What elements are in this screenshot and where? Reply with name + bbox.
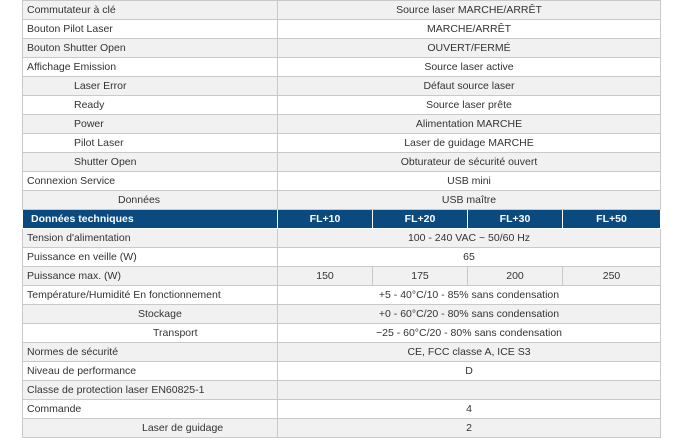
row-label: Bouton Pilot Laser	[23, 20, 278, 39]
spec-table-top	[23, 1, 661, 210]
row-label: Pilot Laser	[23, 134, 278, 153]
spec-table	[22, 0, 661, 438]
row-value: −25 - 60°C/20 - 80% sans condensation	[278, 324, 661, 343]
row-label: Stockage	[23, 305, 278, 324]
table-row	[23, 172, 661, 191]
table-row	[23, 153, 661, 172]
row-value: D	[278, 362, 661, 381]
header-model-fl50: FL+50	[563, 210, 661, 229]
table-row	[23, 115, 661, 134]
row-label: Données	[23, 191, 278, 210]
table-row	[23, 362, 661, 381]
row-label: Température/Humidité En fonctionnement	[23, 286, 278, 305]
row-label: Tension d'alimentation	[23, 229, 278, 248]
table-row	[23, 20, 661, 39]
row-label: Commande	[23, 400, 278, 419]
header-title: Données techniques	[23, 210, 278, 229]
row-value: 4	[278, 400, 661, 419]
header-model-fl10: FL+10	[278, 210, 373, 229]
row-label: Transport	[23, 324, 278, 343]
row-label: Niveau de performance	[23, 362, 278, 381]
row-value: MARCHE/ARRÊT	[278, 20, 661, 39]
table-row	[23, 419, 661, 438]
row-value: OUVERT/FERMÉ	[278, 39, 661, 58]
table-row	[23, 381, 661, 400]
header-model-fl20: FL+20	[373, 210, 468, 229]
table-row	[23, 134, 661, 153]
row-value: 65	[278, 248, 661, 267]
row-label: Laser Error	[23, 77, 278, 96]
row-label: Laser de guidage	[23, 419, 278, 438]
row-label: Shutter Open	[23, 153, 278, 172]
table-row	[23, 191, 661, 210]
table-row	[23, 400, 661, 419]
table-row	[23, 286, 661, 305]
row-value: +0 - 60°C/20 - 80% sans condensation	[278, 305, 661, 324]
table-row	[23, 343, 661, 362]
row-value: Laser de guidage MARCHE	[278, 134, 661, 153]
row-value: 2	[278, 419, 661, 438]
row-label: Ready	[23, 96, 278, 115]
table-header-row	[23, 210, 661, 229]
row-value	[278, 381, 661, 400]
row-label: Power	[23, 115, 278, 134]
spec-table-container	[22, 0, 661, 438]
table-row	[23, 1, 661, 20]
row-value: 175	[373, 267, 468, 286]
row-label: Connexion Service	[23, 172, 278, 191]
table-row	[23, 39, 661, 58]
row-label: Puissance max. (W)	[23, 267, 278, 286]
row-label: Commutateur à clé	[23, 1, 278, 20]
table-row	[23, 248, 661, 267]
row-value: Défaut source laser	[278, 77, 661, 96]
row-label: Normes de sécurité	[23, 343, 278, 362]
row-value: +5 - 40°C/10 - 85% sans condensation	[278, 286, 661, 305]
table-row	[23, 267, 661, 286]
spec-table-bottom	[23, 229, 661, 438]
row-value: Obturateur de sécurité ouvert	[278, 153, 661, 172]
row-value: Source laser prête	[278, 96, 661, 115]
table-row	[23, 324, 661, 343]
table-row	[23, 58, 661, 77]
table-row	[23, 229, 661, 248]
row-value: 250	[563, 267, 661, 286]
row-label: Classe de protection laser EN60825-1	[23, 381, 278, 400]
row-value: CE, FCC classe A, ICE S3	[278, 343, 661, 362]
row-value: Source laser MARCHE/ARRÊT	[278, 1, 661, 20]
header-model-fl30: FL+30	[468, 210, 563, 229]
table-row	[23, 77, 661, 96]
row-label: Puissance en veille (W)	[23, 248, 278, 267]
row-value: Alimentation MARCHE	[278, 115, 661, 134]
spec-table-header	[23, 210, 661, 229]
table-row	[23, 96, 661, 115]
row-value: 100 - 240 VAC ~ 50/60 Hz	[278, 229, 661, 248]
row-value: 200	[468, 267, 563, 286]
row-label: Affichage Emission	[23, 58, 278, 77]
row-label: Bouton Shutter Open	[23, 39, 278, 58]
row-value: Source laser active	[278, 58, 661, 77]
table-row	[23, 305, 661, 324]
row-value: USB maître	[278, 191, 661, 210]
row-value: USB mini	[278, 172, 661, 191]
row-value: 150	[278, 267, 373, 286]
